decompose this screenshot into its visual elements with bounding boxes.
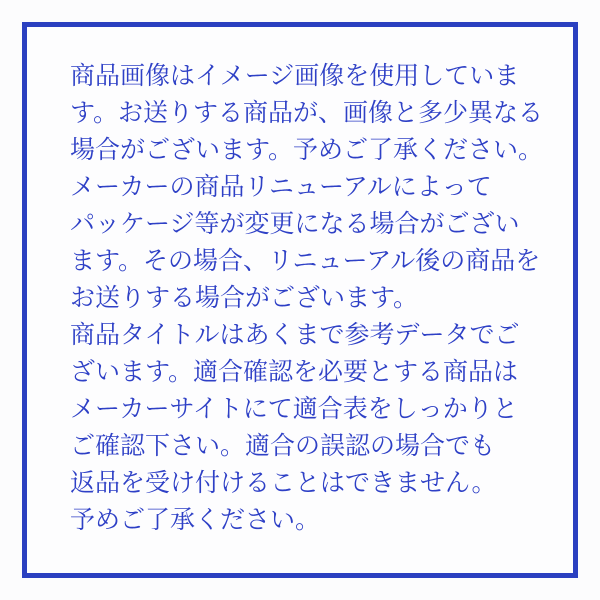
disclaimer-line: ます。その場合、リニューアル後の商品を [70, 247, 541, 275]
disclaimer-line: 予めご了承ください。 [70, 506, 321, 534]
disclaimer-line: 商品画像はイメージ画像を使用していま [70, 62, 520, 90]
disclaimer-line: 返品を受け付けることはできません。 [70, 469, 497, 497]
disclaimer-text-block [27, 27, 573, 539]
disclaimer-line: ざいます。適合確認を必要とする商品は [70, 358, 519, 386]
disclaimer-line: メーカーサイトにて適合表をしっかりと [70, 395, 518, 423]
disclaimer-line: 商品タイトルはあくまで参考データでご [70, 321, 520, 349]
disclaimer-line: す。お送りする商品が、画像と多少異なる [70, 99, 544, 127]
disclaimer-line: 場合がございます。予めご了承ください。 [70, 136, 544, 164]
disclaimer-line: ご確認下さい。適合の誤認の場合でも [70, 432, 496, 460]
disclaimer-line: パッケージ等が変更になる場合がござい [70, 210, 520, 238]
disclaimer-line: お送りする場合がございます。 [70, 284, 419, 312]
disclaimer-panel [22, 22, 578, 578]
disclaimer-line: メーカーの商品リニューアルによって [70, 173, 492, 201]
